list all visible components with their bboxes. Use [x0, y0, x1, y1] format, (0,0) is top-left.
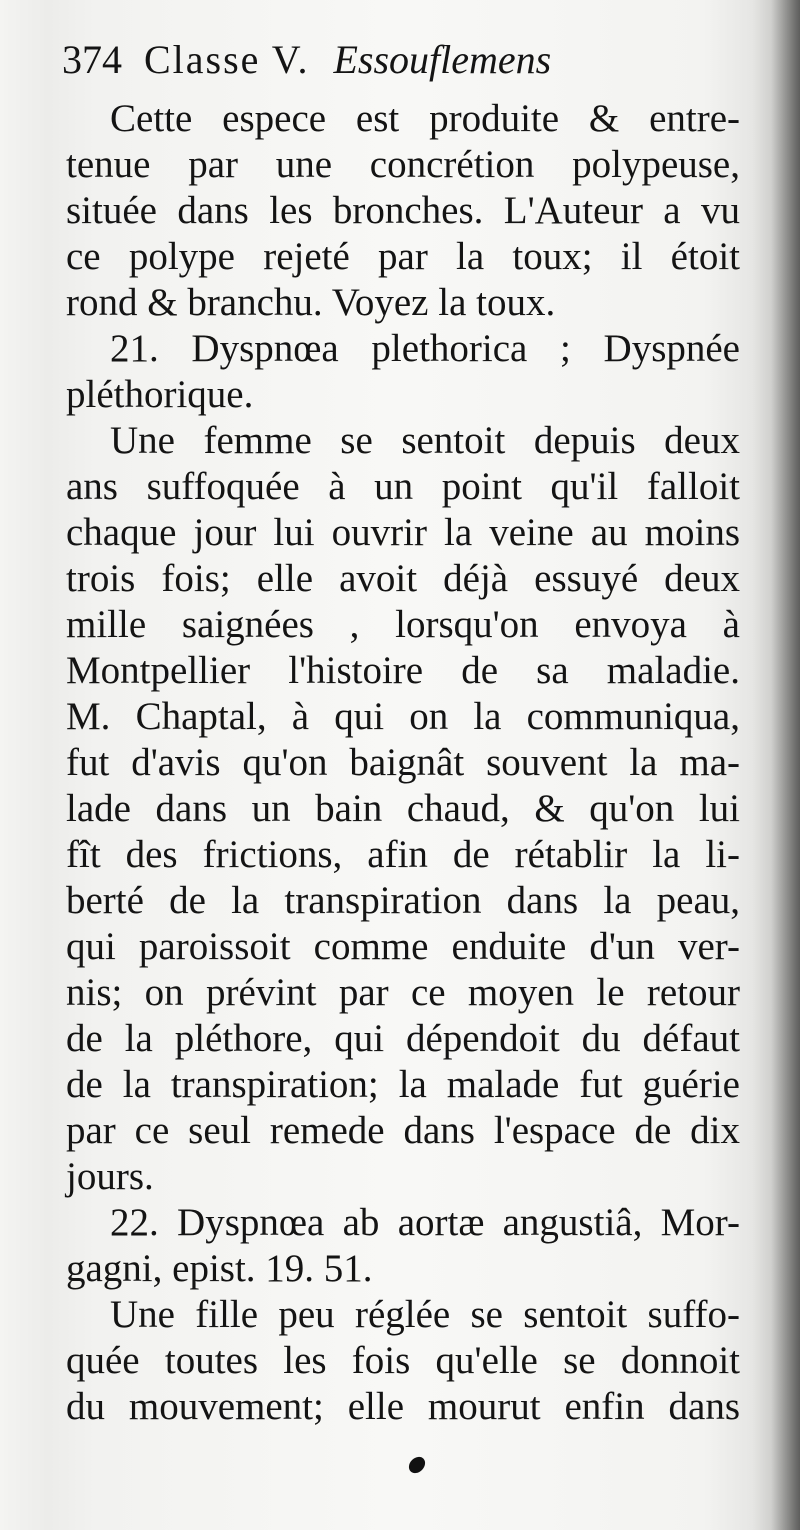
text-line: lade dans un bain chaud, & qu'on lui: [66, 787, 740, 830]
text-line: fut d'avis qu'on baignât souvent la ma-: [66, 741, 740, 784]
text-line: du mouvement; elle mourut enfin dans: [66, 1385, 740, 1428]
text-line: M. Chaptal, à qui on la communiqua,: [66, 695, 740, 738]
running-subject: Essouflemens: [333, 37, 552, 82]
running-header: [62, 30, 762, 90]
text-line: qui paroissoit comme enduite d'un ver-: [66, 925, 740, 968]
text-line: nis; on prévint par ce moyen le retour: [66, 971, 740, 1014]
text-line: située dans les bronches. L'Auteur a vu: [66, 189, 740, 232]
text-line: trois fois; elle avoit déjà essuyé deux: [66, 557, 740, 600]
text-line: par ce seul remede dans l'espace de dix: [66, 1109, 740, 1152]
text-line: berté de la transpiration dans la peau,: [66, 879, 740, 922]
text-line: Cette espece est produite & entre-: [110, 97, 740, 140]
page-edge-shadow: [752, 0, 800, 1530]
text-line: Une fille peu réglée se sentoit suffo-: [110, 1293, 740, 1336]
text-line: de la transpiration; la malade fut guérie: [66, 1063, 740, 1106]
text-line: de la pléthore, qui dépendoit du défaut: [66, 1017, 740, 1060]
text-line: jours.: [66, 1155, 154, 1198]
text-line: Montpellier l'histoire de sa maladie.: [66, 649, 740, 692]
text-line: ans suffoquée à un point qu'il falloit: [66, 465, 740, 508]
running-title: Classe V.: [144, 37, 310, 82]
section-heading-21: 21. Dyspnœa plethorica ; Dyspnée: [110, 327, 740, 370]
text-line: chaque jour lui ouvrir la veine au moins: [66, 511, 740, 554]
text-line: Une femme se sentoit depuis deux: [110, 419, 740, 462]
text-line: pléthorique.: [66, 373, 254, 416]
text-line: mille saignées , lorsqu'on envoya à: [66, 603, 740, 646]
text-line: rond & branchu. Voyez la toux.: [66, 281, 556, 324]
ink-dot-ornament: [406, 1454, 429, 1477]
text-line: quée toutes les fois qu'elle se donnoit: [66, 1339, 740, 1382]
page-number: 374: [62, 37, 122, 82]
text-line: fît des frictions, afin de rétablir la li-: [66, 833, 740, 876]
section-heading-22: 22. Dyspnœa ab aortæ angustiâ, Mor-: [110, 1201, 740, 1244]
text-line: ce polype rejeté par la toux; il étoit: [66, 235, 740, 278]
text-line: tenue par une concrétion polypeuse,: [66, 143, 740, 186]
text-line: gagni, epist. 19. 51.: [66, 1247, 373, 1290]
